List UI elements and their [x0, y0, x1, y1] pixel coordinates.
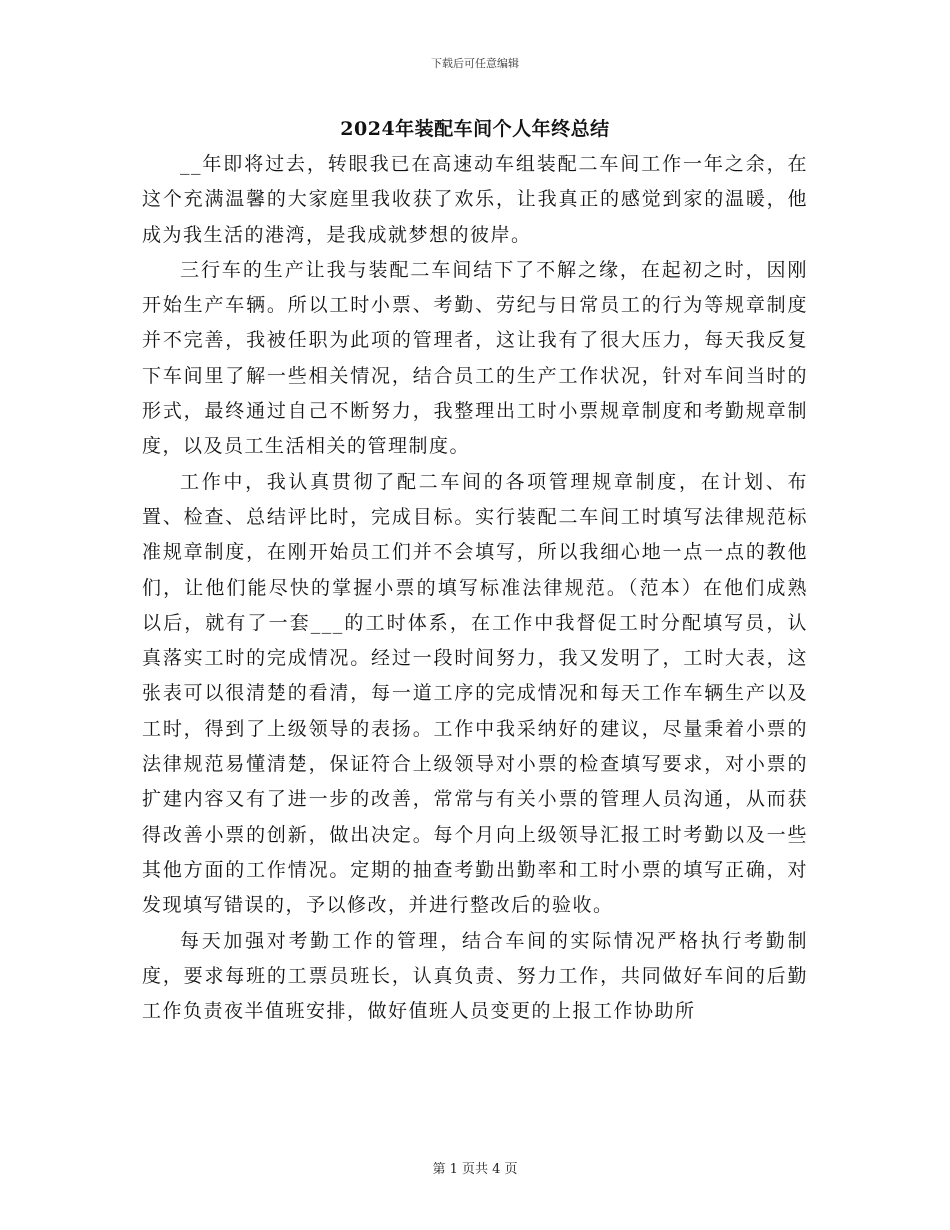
page-header-note: 下载后可任意编辑 [431, 57, 519, 70]
document-title: 2024年装配车间个人年终总结 [340, 118, 610, 140]
paragraph-2: 三行车的生产让我与装配二车间结下了不解之缘，在起初之时，因刚开始生产车辆。所以工时小票、考勤、劳纪与日常员工的行为等规章制度并不完善，我被任职为此项的管理者，这让我有了很大压力，每天我反复下车间里了解一些相关情况，结合员工的生产工作状况，针对车间当时的形式，最终通过自己不断努力，我整理出工时小票规章制度和考勤规章制度，以及员工生活相关的管理制度。 [142, 258, 808, 458]
paragraph-3: 工作中，我认真贯彻了配二车间的各项管理规章制度，在计划、布置、检查、总结评比时，完成目标。实行装配二车间工时填写法律规范标准规章制度，在刚开始员工们并不会填写，所以我细心地一点一点的教他们，让他们能尽快的掌握小票的填写标准法律规范。（范本）在他们成熟以后，就有了一套___的工时体系，在工作中我督促工时分配填写员，认真落实工时的完成情况。经过一段时间努力，我又发明了，工时大表，这张表可以很清楚的看清，每一道工序的完成情况和每天工作车辆生产以及工时，得到了上级领导的表扬。工作中我采纳好的建议，尽量秉着小票的法律规范易懂清楚，保证符合上级领导对小票的检查填写要求，对小票的扩建内容又有了进一步的改善，常常与有关小票的管理人员沟通，从而获得改善小票的创新，做出决定。每个月向上级领导汇报工时考勤以及一些其他方面的工作情况。定期的抽查考勤出勤率和工时小票的填写正确，对发现填写错误的，予以修改，并进行整改后的验收。 [142, 470, 808, 917]
paragraph-1: __年即将过去，转眼我已在高速动车组装配二车间工作一年之余，在这个充满温馨的大家庭里我收获了欢乐，让我真正的感觉到家的温暖，他成为我生活的港湾，是我成就梦想的彼岸。 [142, 153, 808, 246]
page-number-footer: 第 1 页共 4 页 [432, 1162, 518, 1177]
paragraph-4: 每天加强对考勤工作的管理，结合车间的实际情况严格执行考勤制度，要求每班的工票员班长，认真负责、努力工作，共同做好车间的后勤工作负责夜半值班安排，做好值班人员变更的上报工作协助所 [142, 929, 808, 1023]
document-body [142, 147, 808, 1029]
